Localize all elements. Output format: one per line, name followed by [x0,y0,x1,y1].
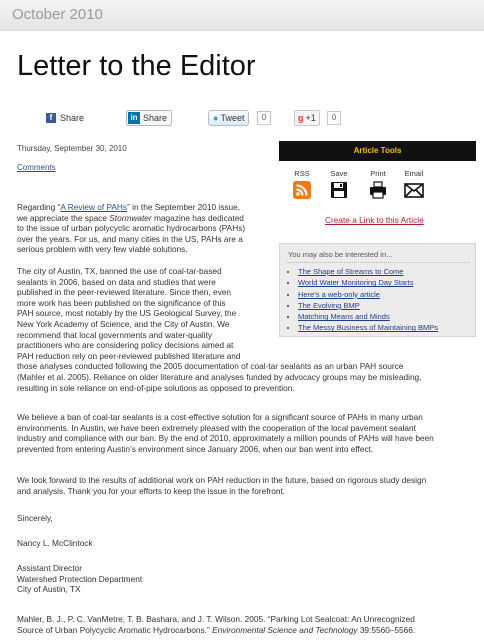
text-line: recommend that local governments and water-quality [17,329,213,340]
google-plus-button[interactable] [294,110,320,126]
linkedin-icon: in [128,112,140,124]
floppy-disk-icon [330,181,348,199]
review-of-pahs-link[interactable]: A Review of PAHs [60,202,128,212]
text-line: to the issue of urban polycyclic aromatic hydrocarbons (PAHs) [17,223,246,234]
page-title: Letter to the Editor [17,50,256,82]
divider [286,262,469,263]
rss-label: RSS [294,169,310,178]
related-articles-heading: You may also be interested in... [288,250,393,259]
list-item [298,277,438,288]
text-line: Assistant Director [17,563,83,573]
email-label: Email [404,169,424,178]
save-button[interactable] [324,169,354,199]
text-line: Mahler, B. J., P. C. VanMetre, T. B. Bashara, and J. T. Wilson. 2005. “Parking Lot Sealcoat: An Unrecognized [17,614,415,624]
print-label: Print [370,169,386,178]
rss-icon [293,181,311,199]
related-articles-list [280,266,438,334]
text-line: sealants in 2006, based on data and studies that were [17,276,216,287]
linkedin-share-label: Share [143,113,168,123]
related-article-link[interactable]: World Water Monitoring Day Starts [298,278,414,288]
letter-paragraph-1 [17,202,245,255]
signer-title-block [17,563,142,595]
letter-closing: Sincerely, [17,513,53,523]
list-item [298,289,438,300]
article-date: Thursday, September 30, 2010 [17,144,127,153]
text-line: and analysis. Thank you for your efforts to keep the issue in the forefront. [17,485,286,496]
tweet-label: Tweet [220,113,245,123]
issue-header-bar [0,0,484,31]
text-span: Source of Urban Polycyclic Aromatic Hydrocarbons.” [17,624,213,635]
text-line: industry and compliance with our ban. By the end of 2010, approximately a million pounds of PAHs will have been [17,433,434,444]
related-article-link[interactable]: Here’s a web-only article [298,289,380,299]
text-line: serious problem with very few viable solutions. [17,244,188,255]
create-link-to-article[interactable]: Create a Link to this Article [325,215,424,225]
text-span: magazine has dedicated [151,212,244,223]
text-line: City of Austin, TX [17,584,81,595]
text-line: New York Academy of Science, and the City of Austin. We [17,318,230,329]
text-line: prevented from entering Austin’s environment since January 2006, when our ban went into effect. [17,443,374,454]
text-line: We look forward to the results of additional work on PAH reduction in the future, based on rigorous study design [17,475,427,485]
related-articles-box [279,243,476,337]
magazine-name: Stormwater [109,212,152,223]
text-span: Regarding “ [17,202,61,212]
article-tools-panel [279,141,476,233]
reference-citation [17,614,415,635]
letter-paragraph-4 [17,475,426,496]
text-line: resulting in sole reliance on end-of-pipe solutions as opposed to prevention. [17,382,295,393]
email-button[interactable] [399,169,429,199]
facebook-icon: f [46,113,56,123]
list-item [298,300,438,311]
text-line: (Mahler et al. 2005). Reliance on older literature and analyses funded by advocacy groups may be misleading, [17,371,422,382]
letter-signer: Nancy L. McClintock [17,538,93,548]
google-plus-icon: g [298,113,304,123]
linkedin-share-button[interactable] [126,110,172,126]
list-item [298,311,438,322]
letter-paragraph-3 [17,412,434,454]
printer-icon [369,181,387,199]
text-span: 39:5560–5566. [357,624,416,635]
facebook-share-button[interactable] [46,110,84,126]
google-plus-count: 0 [327,111,341,125]
related-article-link[interactable]: The Evolving BMP [298,300,360,310]
text-line: Watershed Protection Department [17,573,143,584]
related-article-link[interactable]: The Messy Business of Maintaining BMPs [298,323,439,333]
text-line: environments. In Austin, we have been extremely pleased with the cooperation of the local pavement sealant [17,422,416,433]
text-line: more work has been published on the significance of this [17,297,226,308]
related-article-link[interactable]: Matching Means and Minds [298,312,390,322]
text-line: PAH source, most notably by the US Geological Survey, the [17,308,237,319]
text-line: The city of Austin, TX, banned the use of coal-tar-based [17,266,222,276]
tweet-count: 0 [257,111,271,125]
twitter-bird-icon: ● [213,113,219,123]
share-bar [46,110,346,130]
article-tools-heading: Article Tools [279,141,476,161]
print-button[interactable] [363,169,393,199]
text-line: those analyses conducted following the 2005 documentation of coal-tar sealants as an urban PAH source [17,361,404,372]
list-item [298,322,438,333]
facebook-share-label: Share [60,113,85,123]
text-span: we appreciate the space [17,212,110,223]
google-plus-label: +1 [305,113,316,123]
tweet-button[interactable] [208,110,249,126]
related-article-link[interactable]: The Shape of Streams to Come [298,267,404,276]
journal-name: Environmental Science and Technology [212,624,358,635]
text-line: We believe a ban of coal-tar sealants is a cost-effective solution for a significant source of PAHs in many urban [17,412,423,422]
text-line: over the years. For us, and many cities in the US, PAHs are a [17,233,243,244]
list-item [298,266,438,277]
comments-link[interactable]: Comments [17,163,56,172]
envelope-icon [404,181,424,199]
save-label: Save [330,169,348,178]
text-line: published in the peer-reviewed literature. Since then, even [17,287,232,298]
text-line: practitioners who are considering policy decisions aimed at [17,340,234,351]
text-span: ” in the September 2010 issue, [127,202,241,212]
issue-date: October 2010 [12,6,103,23]
text-line: PAH reduction rely on peer-reviewed published literature and [17,350,241,361]
rss-button[interactable] [287,169,317,199]
